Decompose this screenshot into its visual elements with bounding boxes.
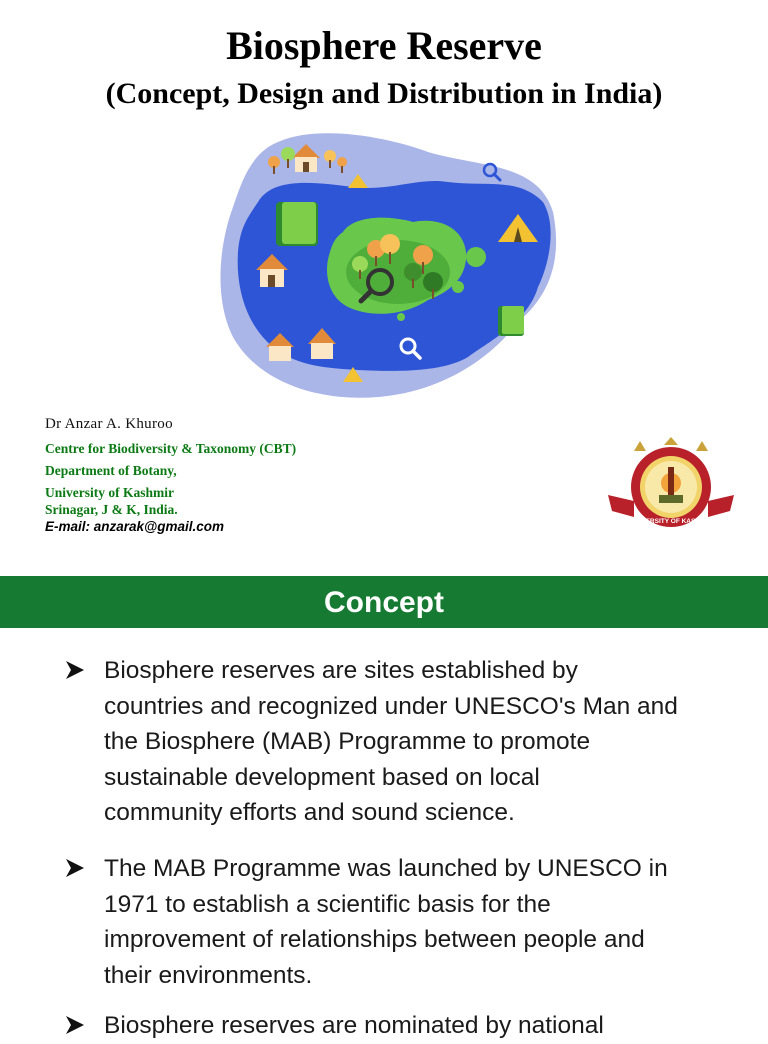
arrow-bullet-icon xyxy=(64,1014,86,1036)
affiliation-centre: Centre for Biodiversity & Taxonomy (CBT) xyxy=(45,441,297,456)
seal-text: UNIVERSITY OF KASHMIR xyxy=(630,518,712,525)
arrow-bullet-icon xyxy=(64,659,86,681)
arrow-bullet-icon xyxy=(64,857,86,879)
bullet-3: Biosphere reserves are nominated by national xyxy=(104,1012,604,1039)
affiliation-university: University of Kashmir xyxy=(45,485,174,500)
biosphere-map-illustration xyxy=(218,122,558,400)
affiliation-location: Srinagar, J & K, India. xyxy=(45,502,178,517)
slide-subtitle: (Concept, Design and Distribution in India) xyxy=(105,77,663,110)
author-name: Dr Anzar A. Khuroo xyxy=(45,416,173,432)
section-title: Concept xyxy=(324,586,444,619)
affiliation-department: Department of Botany, xyxy=(45,463,177,478)
book-icon-small xyxy=(498,306,524,336)
author-email[interactable]: E-mail: anzarak@gmail.com xyxy=(45,519,224,534)
book-icon xyxy=(276,202,318,246)
bullet-2: The MAB Programme was launched by UNESCO in 1971 to establish a scientific basis for the improvement of relationships between people and their environments. xyxy=(104,855,668,989)
slide-title: Biosphere Reserve xyxy=(226,23,542,68)
bullet-1: Biosphere reserves are sites established by countries and recognized under UNESCO's Man and the Biosphere (MAB) Programme to promote sustainable development based on local community efforts and sound science. xyxy=(104,657,678,826)
university-seal-icon xyxy=(604,437,738,533)
